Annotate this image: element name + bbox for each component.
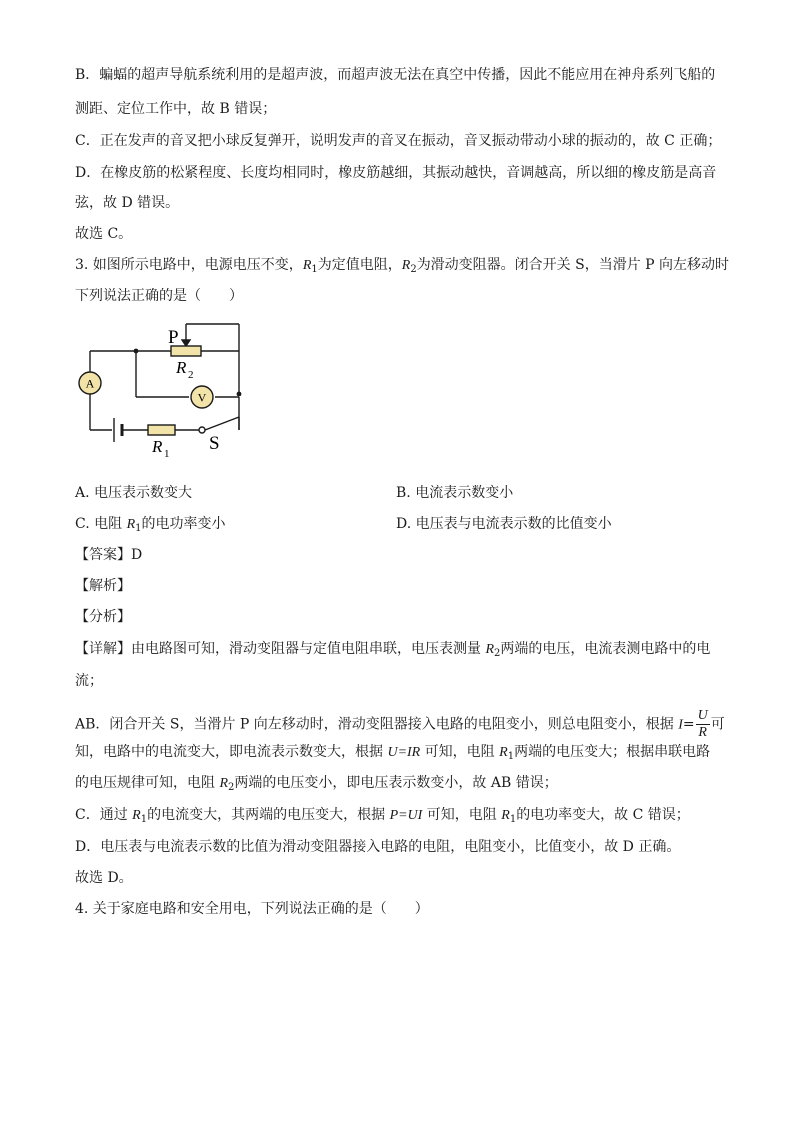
r1-subscript: 1	[164, 448, 170, 460]
voltmeter-label: V	[197, 390, 207, 405]
option-b-line-2: 测距、定位工作中，故 B 错误；	[75, 101, 277, 117]
ammeter-label: A	[85, 376, 95, 391]
c-explanation: C．通过 $R_1$的电流变大，其两端的电压变大，根据 P=UI 可知，电阻 $R_1$的电功率变大，故 C 错误；	[75, 807, 690, 825]
ohms-law-fraction: $\frac{U}{R}$	[697, 708, 708, 740]
answer-value: D	[131, 547, 143, 563]
answer-label: 【答案】	[75, 547, 131, 563]
option-d-line-2: 弦，故 D 错误。	[75, 195, 180, 211]
ab-line-3: 的电压规律可知，电阻 $R_2$两端的电压变小，即电压表示数变小，故 AB 错误；	[75, 775, 558, 793]
switch-s-label: S	[209, 433, 220, 454]
slider-p-label: P	[168, 327, 179, 348]
d-explanation: D．电压表与电流表示数的比值为滑动变阻器接入电路的电阻，电阻变小，比值变小，故 D 正确。	[75, 839, 681, 855]
q3-option-c: C. 电阻 $R_1$的电功率变小	[75, 516, 226, 534]
fenxi-label: 【分析】	[75, 609, 131, 625]
r1-label: R	[152, 437, 163, 456]
detail-line-2: 流；	[75, 673, 103, 689]
circuit-diagram	[70, 318, 260, 470]
q3-choice: 故选 D。	[75, 870, 133, 886]
q3-stem-line-1: 3. 如图所示电路中，电源电压不变，$R_1$为定值电阻，$R_2$为滑动变阻器。闭合开关 S，当滑片 P 向左移动时	[75, 257, 730, 275]
ab-line-2: 知，电路中的电流变大，即电流表示数变大，根据 U=IR 可知，电阻 $R_1$两端的电压变大；根据串联电路	[75, 744, 711, 762]
option-d-line-1: D．在橡皮筋的松紧程度、长度均相同时，橡皮筋越细，其振动越快，音调越高，所以细的橡皮筋是高音	[75, 165, 717, 181]
r2-label: R	[176, 358, 187, 377]
q3-option-b: B. 电流表示数变小	[396, 485, 514, 501]
ab-line-1: AB．闭合开关 S，当滑片 P 向左移动时，滑动变阻器接入电路的电阻变小，则总电阻变小，根据 I= $\frac{U}{R}$ 可	[75, 708, 725, 740]
q3-option-d: D. 电压表与电流表示数的比值变小	[396, 516, 612, 532]
detail-line-1: 【详解】由电路图可知，滑动变阻器与定值电阻串联，电压表测量 $R_2$两端的电压，电流表测电路中的电	[75, 641, 711, 659]
previous-choice: 故选 C。	[75, 226, 133, 242]
option-c-line: C．正在发声的音叉把小球反复弹开，说明发声的音叉在振动，音叉振动带动小球的振动的，故 C 正确；	[75, 133, 722, 149]
answer-line	[75, 546, 142, 564]
q3-stem-line-2: 下列说法正确的是（ ）	[75, 288, 243, 304]
r2-subscript: 2	[188, 369, 194, 381]
q3-option-a: A. 电压表示数变大	[75, 485, 193, 501]
option-b-line-1: B．蝙蝠的超声导航系统利用的是超声波，而超声波无法在真空中传播，因此不能应用在神舟系列飞船的	[75, 67, 716, 83]
analysis-label: 【解析】	[75, 578, 131, 594]
q4-stem: 4. 关于家庭电路和安全用电，下列说法正确的是（ ）	[75, 901, 429, 917]
